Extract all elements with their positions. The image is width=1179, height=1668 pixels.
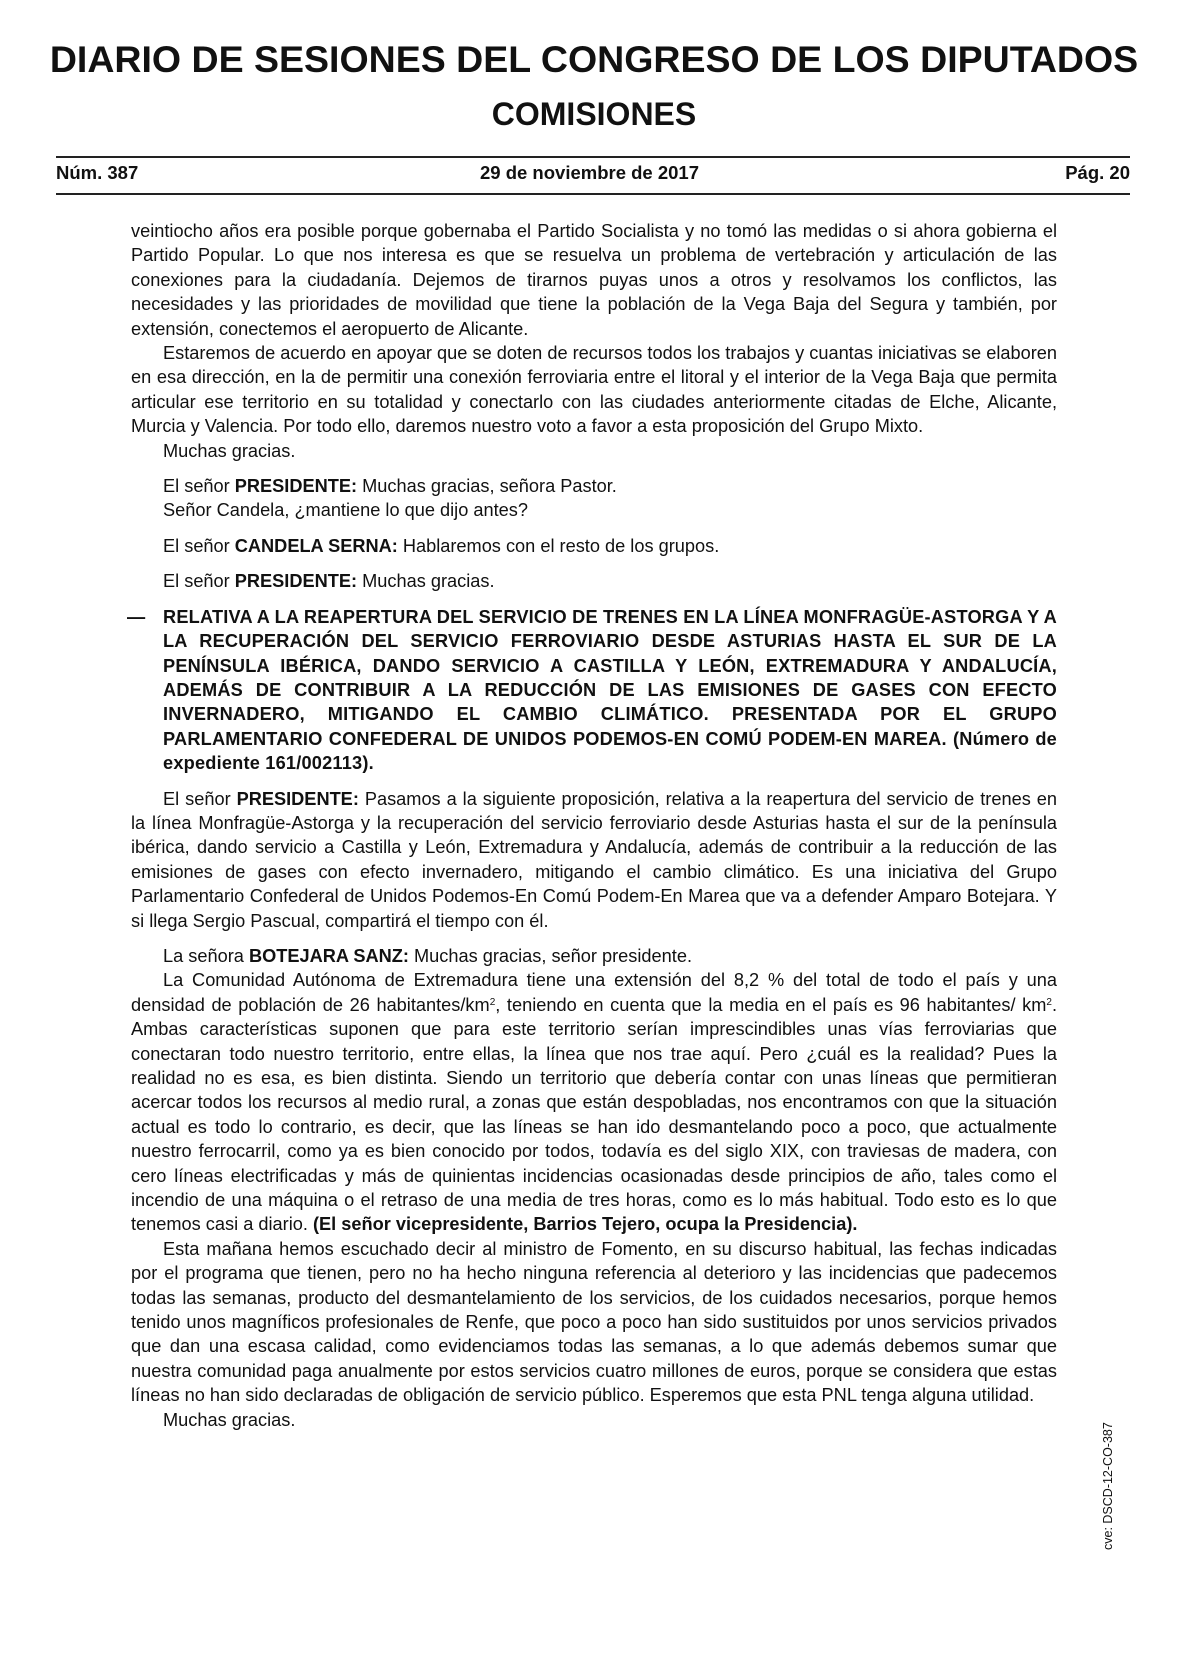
speaker-paragraph (131, 787, 1057, 933)
speech-text: Muchas gracias, señora Pastor. (357, 476, 617, 497)
issue-number: Núm. 387 (56, 162, 139, 183)
header-rule-bottom (56, 193, 1130, 195)
speaker-prefix: El señor (163, 535, 235, 556)
speaker-prefix: El señor (163, 788, 237, 809)
paragraph: Muchas gracias. (163, 440, 296, 461)
paragraph: veintiocho años era posible porque gobernaba el Partido Socialista y no tomó las medidas o si ahora gobierna el Partido Popular. Lo que nos interesa es que se resuelva un problema de vertebración y articulación de las conexiones para la ciudadanía. Dejemos de tirarnos puyas unos a otros y resolvamos los conflictos, las necesidades y las prioridades de movilidad que tiene la población de la Vega Baja del Segura y también, por extensión, conectemos el aeropuerto de Alicante. (131, 221, 1057, 339)
speech-text: Muchas gracias. (357, 571, 495, 592)
speaker-paragraph (131, 474, 1057, 498)
agenda-item-heading (127, 605, 1057, 776)
speaker-prefix: La señora (163, 945, 249, 966)
heading-text: RELATIVA A LA REAPERTURA DEL SERVICIO DE TRENES EN LA LÍNEA MONFRAGÜE-ASTORGA Y A LA RECUPERACIÓN DEL SERVICIO FERROVIARIO DESDE ASTURIAS HASTA EL SUR DE LA PENÍNSULA IBÉRICA, DANDO SERVICIO A CASTILLA Y LEÓN, EXTREMADURA Y ANDALUCÍA, ADEMÁS DE CONTRIBUIR A LA REDUCCIÓN DE LAS EMISIONES DE GASES CON EFECTO INVERNADERO, MITIGANDO EL CAMBIO CLIMÁTICO. PRESENTADA POR EL GRUPO PARLAMENTARIO CONFEDERAL DE UNIDOS PODEMOS-EN COMÚ PODEM-EN MAREA. (Número de expediente 161/002113). (163, 606, 1057, 774)
speaker-name: BOTEJARA SANZ: (248, 945, 409, 966)
speech-text: Pasamos a la siguiente proposición, relativa a la reapertura del servicio de trenes en la línea Monfragüe-Astorga y la recuperación del servicio ferroviario desde Asturias hasta el sur de la península ibérica, dando servicio a Castilla y León, Extremadura y Andalucía, además de contribuir a la reducción de las emisiones de gases con efecto invernadero, mitigando el cambio climático. Es una iniciativa del Grupo Parlamentario Confederal de Unidos Podemos-En Comú Podem-En Marea que va a defender Amparo Botejara. Y si llega Sergio Pascual, compartirá el tiempo con él. (131, 788, 1057, 931)
heading-dash: — (127, 606, 146, 627)
speaker-paragraph (131, 534, 1057, 558)
speaker-prefix: El señor (163, 571, 235, 592)
transcript-body (127, 219, 1057, 1432)
speech-text: Muchas gracias, señor presidente. (408, 945, 692, 966)
speaker-prefix: El señor (163, 476, 235, 497)
speaker-name: PRESIDENTE: (236, 788, 359, 809)
text-segment: . Ambas características suponen que para este territorio serían imprescindibles unas vías ferroviarias que conectaran todo nuestro territorio, entre ellas, la línea que nos trae aquí. Pero ¿cuál es la realidad? Pues la realidad no es esa, es bien distinta. Siendo un territorio que debería contar con unas líneas que permitieran acercar todos los recursos al medio rural, a zonas que están despobladas, nos encontramos con que la situación actual es todo lo contrario, es decir, que las líneas se han ido desmantelando poco a poco, que actualmente nuestro ferrocarril, como ya es bien conocido por todos, todavía es del siglo XIX, con traviesas de madera, con cero líneas electrificadas y más de quinientas incidencias ocasionadas desde principios de año, tales como el incendio de una máquina o el retraso de una media de tres horas, como es lo más habitual. Todo esto es lo que tenemos casi a diario. (131, 994, 1057, 1235)
section-title: COMISIONES (491, 96, 697, 132)
speaker-name: PRESIDENTE: (234, 476, 358, 497)
header-rule-top (56, 156, 1130, 158)
speaker-name: CANDELA SERNA: (234, 535, 398, 556)
paragraph: Muchas gracias. (163, 1409, 296, 1430)
paragraph: Señor Candela, ¿mantiene lo que dijo antes? (163, 500, 529, 521)
cve-code: cve: DSCD-12-CO-387 (1101, 1422, 1115, 1550)
superscript: 2 (1046, 996, 1052, 1008)
text-segment: , teniendo en cuenta que la media en el país es 96 habitantes/ km (495, 994, 1047, 1015)
superscript: 2 (489, 996, 496, 1008)
speech-text: Hablaremos con el resto de los grupos. (397, 535, 720, 556)
speaker-name: PRESIDENTE: (234, 571, 358, 592)
speaker-paragraph (131, 944, 1057, 968)
speaker-paragraph (131, 569, 1057, 593)
text-segment: La Comunidad Autónoma de Extremadura tiene una extensión del 8,2 % del total de todo el país y una densidad de población de 26 habitantes/km (131, 970, 1057, 1015)
paragraph: Estaremos de acuerdo en apoyar que se doten de recursos todos los trabajos y cuantas iniciativas se elaboren en esa dirección, en la de permitir una conexión ferroviaria entre el litoral y el interior de la Vega Baja que permita articular ese territorio en su totalidad y conectarlo con las ciudades anteriormente citadas de Elche, Alicante, Murcia y Valencia. Por todo ello, daremos nuestro voto a favor a esta proposición del Grupo Mixto. (131, 343, 1057, 437)
page-number: Pág. 20 (1065, 162, 1130, 183)
paragraph: Esta mañana hemos escuchado decir al ministro de Fomento, en su discurso habitual, las fechas indicadas por el programa que tienen, pero no ha hecho ninguna referencia al deterioro y las incidencias que padecemos todas las semanas, producto del desmantelamiento de los servicios, de los cuidados necesarios, porque hemos tenido unos magníficos profesionales de Renfe, que poco a poco han sido sustituidos por unos servicios privados que dan una escasa calidad, como evidenciamos todas las semanas, a lo que además debemos sumar que nuestra comunidad paga anualmente por estos servicios cuatro millones de euros, porque se considera que estas líneas no han sido declaradas de obligación de servicio público. Esperemos que esta PNL tenga alguna utilidad. (131, 1238, 1057, 1406)
paragraph (131, 968, 1057, 1236)
publication-title: DIARIO DE SESIONES DEL CONGRESO DE LOS DIPUTADOS (49, 38, 1139, 80)
issue-date: 29 de noviembre de 2017 (479, 162, 700, 183)
stage-direction: (El señor vicepresidente, Barrios Tejero, ocupa la Presidencia). (312, 1214, 858, 1235)
